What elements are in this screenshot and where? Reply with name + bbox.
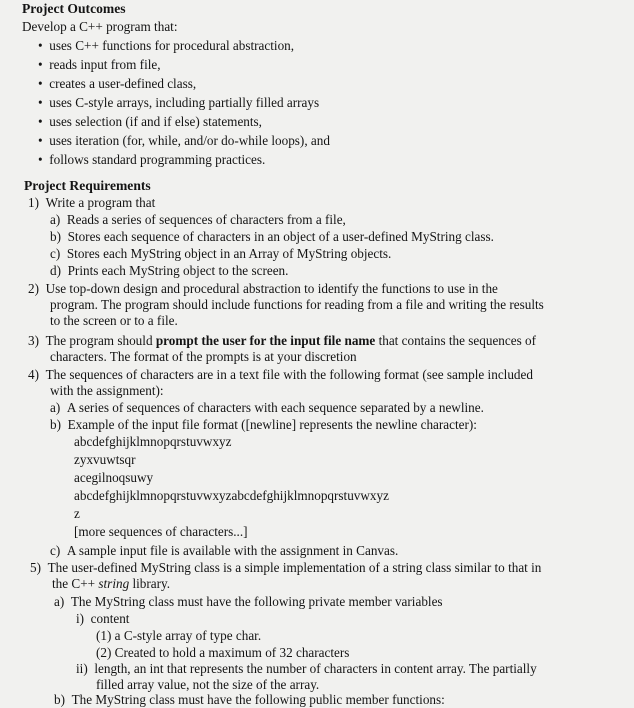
requirement-2: 2) Use top-down design and procedural abstraction to identify the functions to use in the — [28, 281, 498, 296]
sample-line: acegilnoqsuwy — [74, 470, 154, 485]
list-item: • follows standard programming practices. — [38, 152, 266, 167]
list-item: b) Stores each sequence of characters in an object of a user-defined MyString class. — [50, 229, 494, 244]
outcomes-heading: Project Outcomes — [22, 1, 126, 16]
sample-line: zyxvuwtsqr — [74, 452, 136, 467]
sample-line: [more sequences of characters...] — [74, 524, 248, 539]
requirement-4: 4) The sequences of characters are in a text file with the following format (see sample included — [28, 367, 533, 382]
list-item: (2) Created to hold a maximum of 32 characters — [96, 645, 350, 660]
list-item: (1) a C-style array of type char. — [96, 628, 262, 643]
bullet-icon: • — [38, 152, 43, 167]
list-item: ii) length, an int that represents the number of characters in content array. The partially — [76, 661, 537, 676]
list-item: b) Example of the input file format ([newline] represents the newline character): — [50, 417, 477, 432]
requirements-heading: Project Requirements — [24, 178, 151, 193]
list-item: • reads input from file, — [38, 57, 161, 72]
bullet-icon: • — [38, 133, 43, 148]
bullet-icon: • — [38, 114, 43, 129]
bullet-icon: • — [38, 95, 43, 110]
requirement-3: 3) The program should prompt the user for the input file name that contains the sequences of — [28, 333, 537, 348]
sample-line: z — [74, 506, 80, 521]
requirement-5-line: the C++ string library. — [52, 576, 171, 591]
list-item: a) The MyString class must have the following private member variables — [54, 594, 443, 609]
list-item: a) Reads a series of sequences of characters from a file, — [50, 212, 346, 227]
requirement-4-line: with the assignment): — [50, 383, 164, 398]
bullet-icon: • — [38, 38, 43, 53]
requirement-1: 1) Write a program that — [28, 195, 156, 210]
requirement-2-line: program. The program should include functions for reading from a file and writing the results — [50, 297, 544, 312]
list-item: • uses iteration (for, while, and/or do-while loops), and — [38, 133, 330, 148]
requirement-2-line: to the screen or to a file. — [50, 313, 178, 328]
list-item: a) A series of sequences of characters with each sequence separated by a newline. — [50, 400, 484, 415]
list-item: • uses selection (if and if else) statements, — [38, 114, 262, 129]
list-item: i) content — [76, 611, 130, 626]
list-item-continued: filled array value, not the size of the array. — [96, 677, 320, 692]
requirement-3-line: characters. The format of the prompts is at your discretion — [50, 349, 357, 364]
list-item: b) The MyString class must have the following public member functions: — [54, 692, 445, 707]
list-item: c) A sample input file is available with the assignment in Canvas. — [50, 543, 399, 558]
list-item: c) Stores each MyString object in an Array of MyString objects. — [50, 246, 392, 261]
bullet-icon: • — [38, 76, 43, 91]
list-item: • creates a user-defined class, — [38, 76, 197, 91]
bullet-icon: • — [38, 57, 43, 72]
list-item: d) Prints each MyString object to the screen. — [50, 263, 289, 278]
outcomes-intro: Develop a C++ program that: — [22, 19, 178, 34]
requirement-5: 5) The user-defined MyString class is a simple implementation of a string class similar to that in — [30, 560, 542, 575]
list-item: • uses C++ functions for procedural abstraction, — [38, 38, 295, 53]
sample-line: abcdefghijklmnopqrstuvwxyz — [74, 434, 232, 449]
sample-line: abcdefghijklmnopqrstuvwxyzabcdefghijklmnopqrstuvwxyz — [74, 488, 389, 503]
list-item: • uses C-style arrays, including partially filled arrays — [38, 95, 320, 110]
